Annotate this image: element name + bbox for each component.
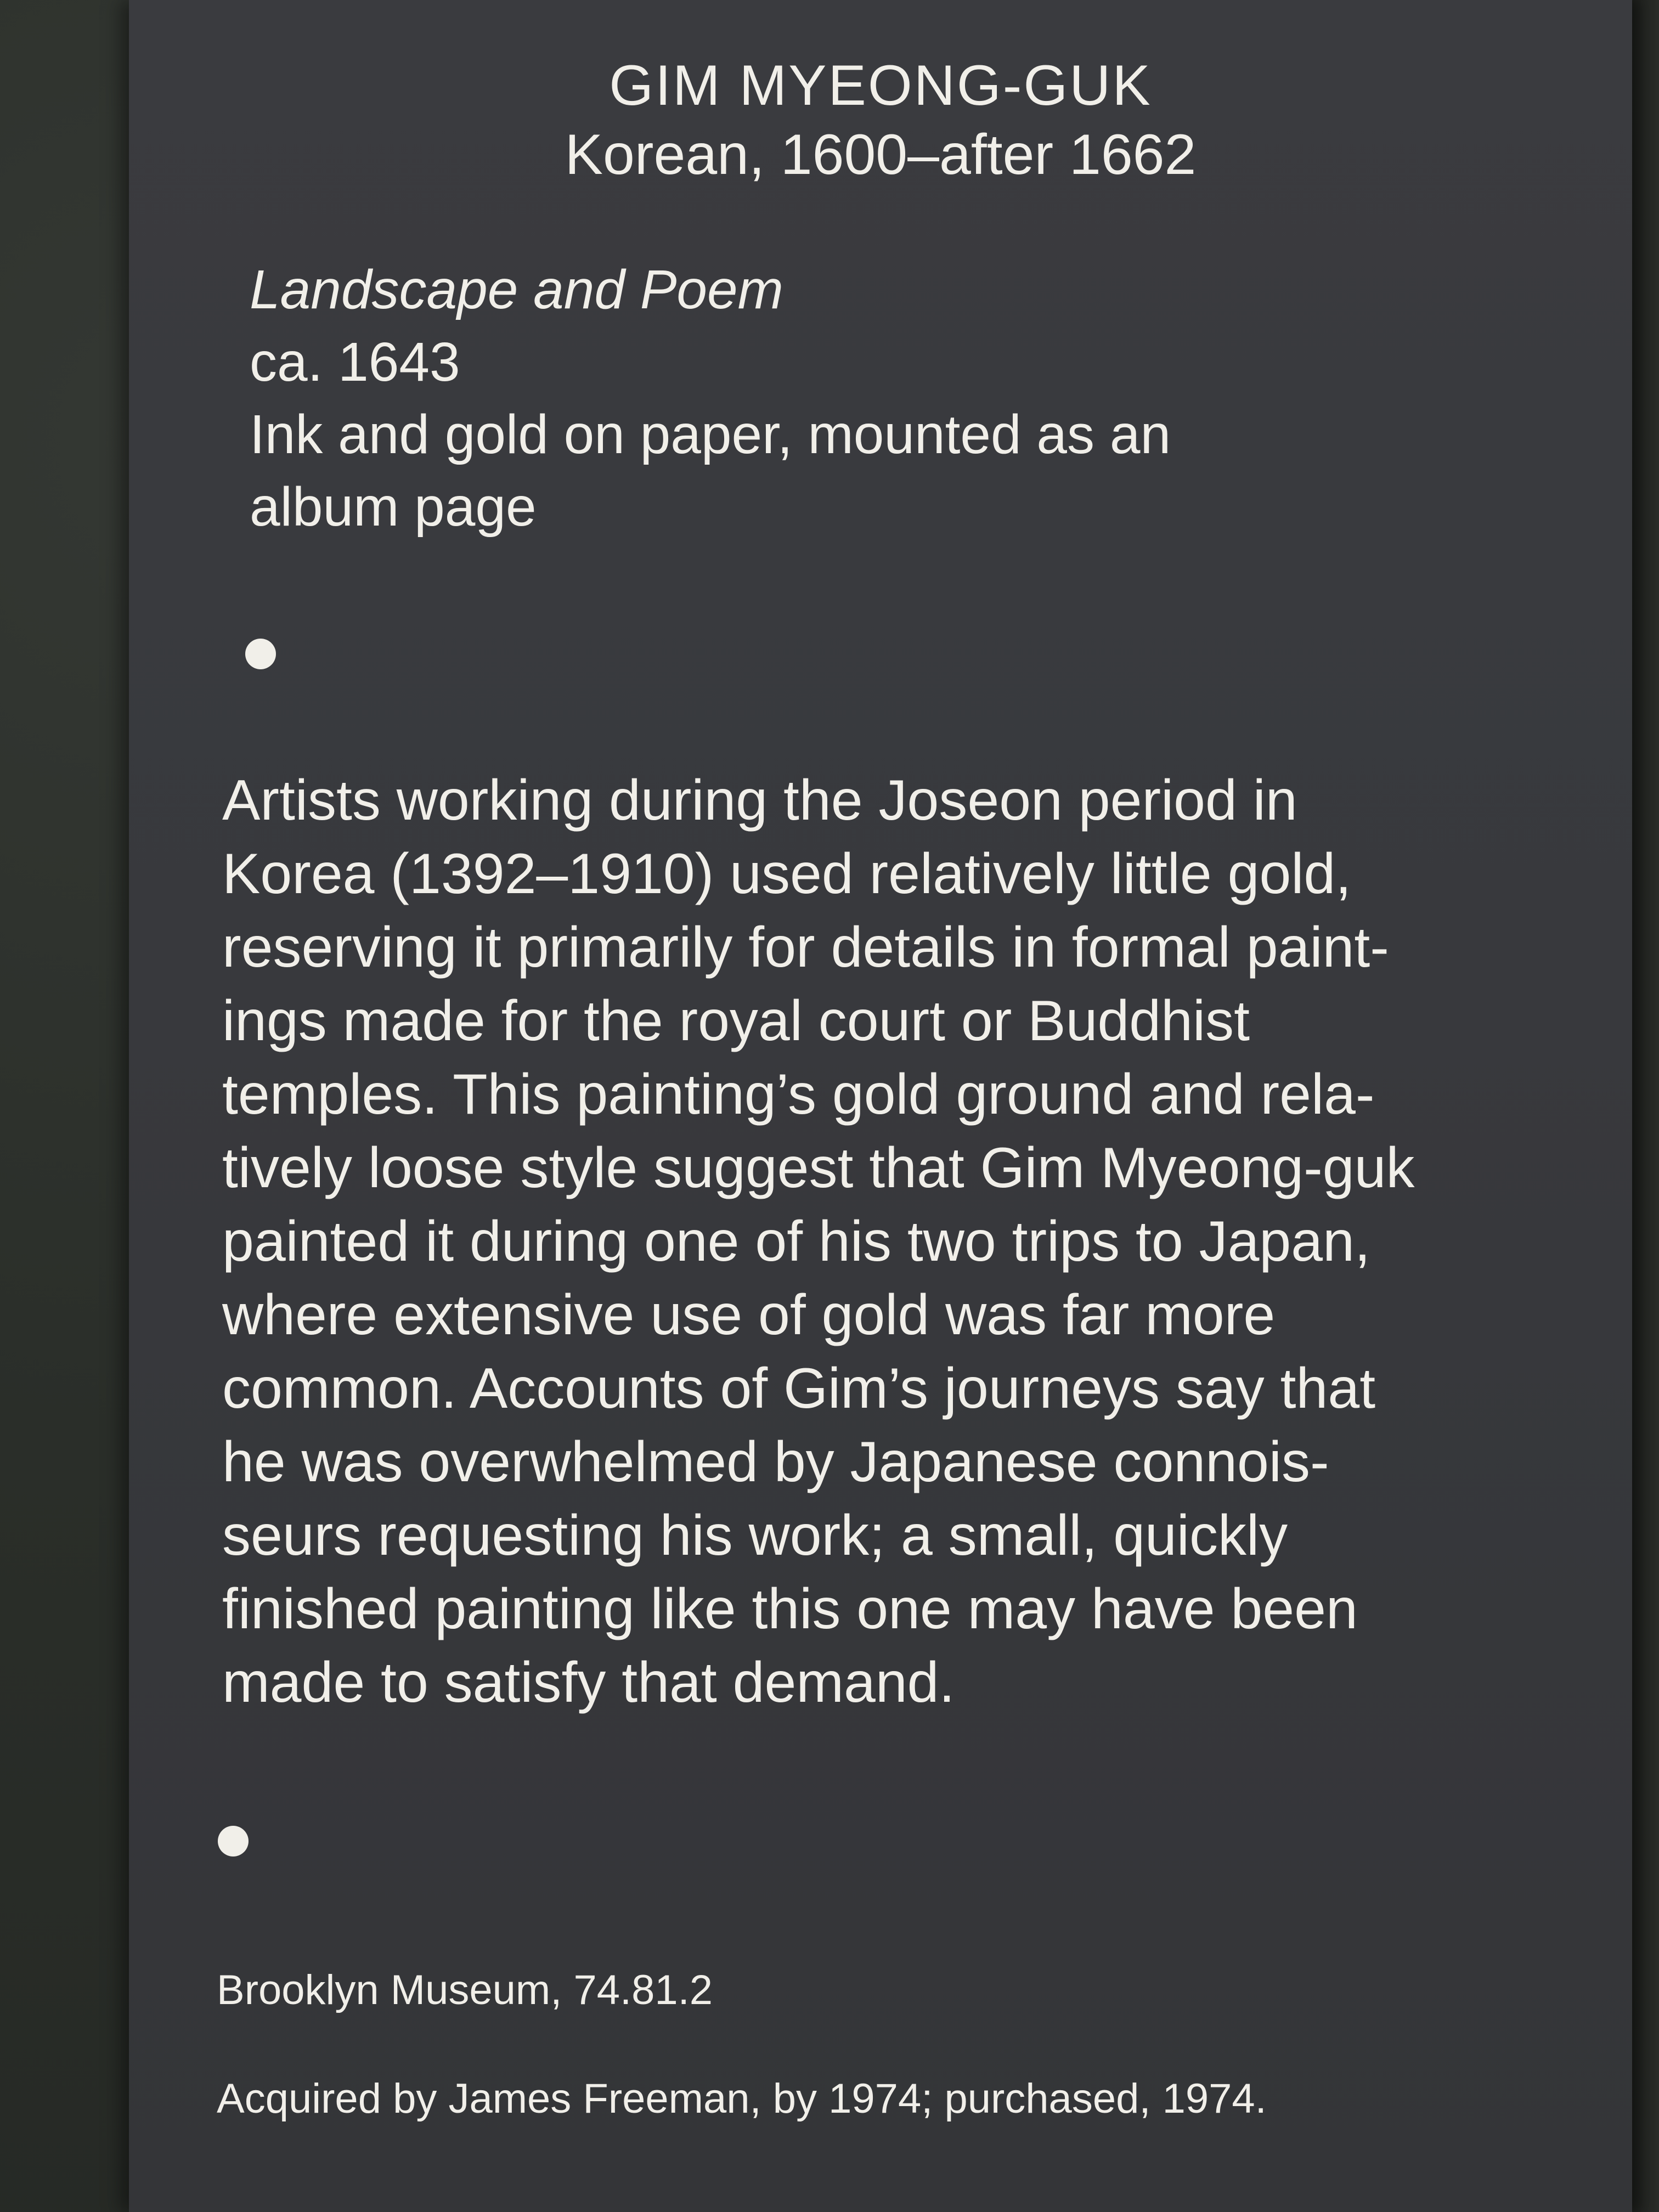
description-line: temples. This painting’s gold ground and rela- — [222, 1063, 1375, 1126]
description-line: Korea (1392–1910) used relatively little gold, — [222, 842, 1352, 906]
description-line: ings made for the royal court or Buddhist — [222, 989, 1250, 1053]
collection-credit: Brooklyn Museum, 74.81.2 — [217, 1967, 713, 2013]
description-line: finished painting like this one may have been — [222, 1577, 1358, 1641]
wall-edge — [1632, 0, 1659, 2212]
bullet-dot-icon — [218, 1826, 249, 1857]
provenance-credit: Acquired by James Freeman, by 1974; purchased, 1974. — [217, 2075, 1267, 2122]
description-line: seurs requesting his work; a small, quickly — [222, 1504, 1288, 1567]
description-line: made to satisfy that demand. — [222, 1651, 955, 1714]
bullet-dot-icon — [245, 639, 276, 669]
description-line: common. Accounts of Gim’s journeys say that — [222, 1357, 1376, 1420]
description-line: Artists working during the Joseon period in — [222, 769, 1297, 832]
artist-dates: Korean, 1600–after 1662 — [565, 123, 1197, 187]
description-line: he was overwhelmed by Japanese connois- — [222, 1430, 1329, 1494]
description-line: where extensive use of gold was far more — [222, 1283, 1276, 1347]
artist-name: GIM MYEONG-GUK — [609, 54, 1152, 117]
description-line: tively loose style suggest that Gim Myeong-guk — [222, 1136, 1415, 1200]
description-line: reserving it primarily for details in formal paint- — [222, 916, 1389, 979]
artwork-date: ca. 1643 — [250, 331, 460, 393]
artwork-details — [250, 253, 1402, 543]
description-text — [222, 764, 1627, 1719]
artwork-title: Landscape and Poem — [250, 259, 783, 320]
museum-label-panel — [129, 0, 1632, 2212]
description-line: painted it during one of his two trips to Japan, — [222, 1210, 1370, 1273]
artwork-medium-line-2: album page — [250, 476, 537, 538]
artwork-medium-line-1: Ink and gold on paper, mounted as an — [250, 404, 1171, 465]
